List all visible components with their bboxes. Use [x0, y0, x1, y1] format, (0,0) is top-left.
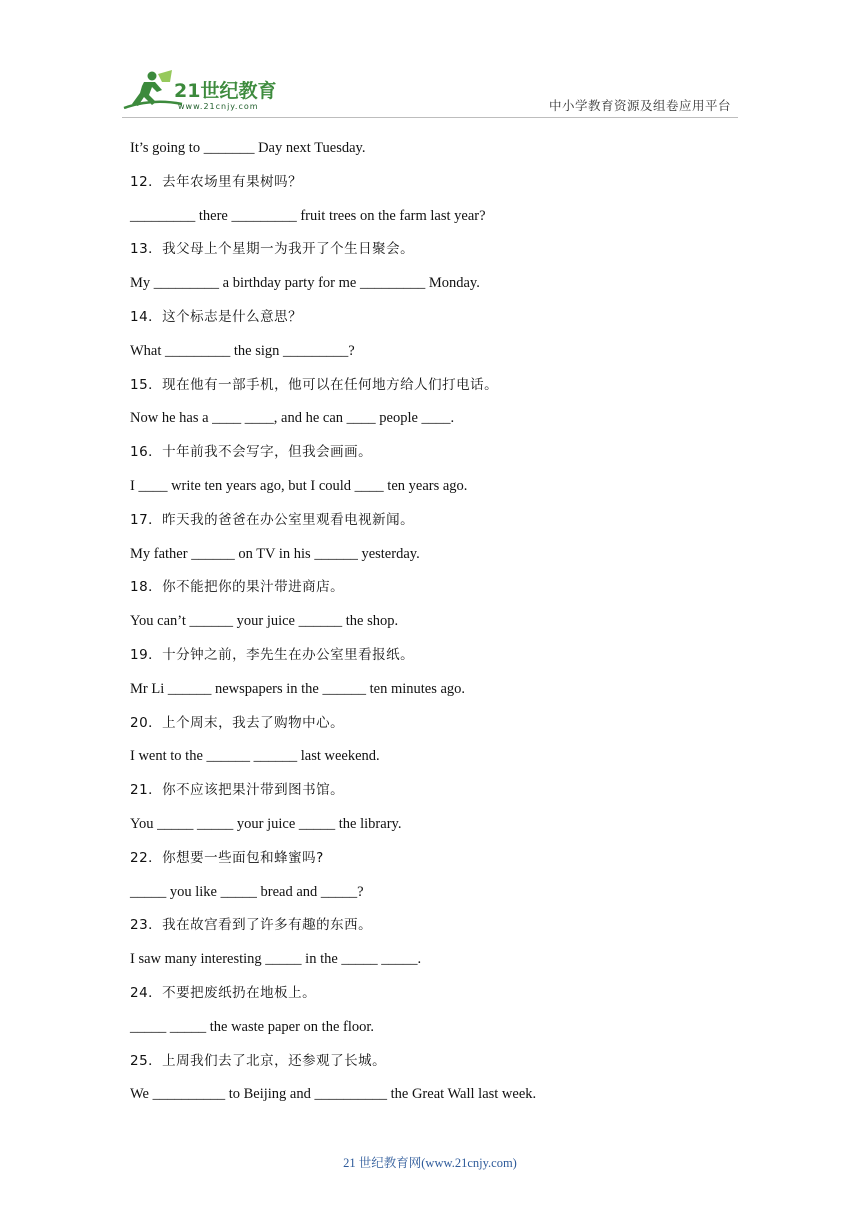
question-prompt: 20．上个周末，我去了购物中心。	[130, 714, 345, 731]
question-prompt: 15．现在他有一部手机，他可以在任何地方给人们打电话。	[130, 376, 499, 393]
exercise-line: We __________ to Beijing and __________ the Great Wall last week.	[130, 1086, 537, 1103]
header-tagline: 中小学教育资源及组卷应用平台	[549, 98, 732, 113]
question-prompt: 12．去年农场里有果树吗？	[130, 173, 303, 190]
exercise-line: Now he has a ____ ____, and he can ____ people ____.	[130, 410, 455, 427]
question-prompt: 14．这个标志是什么意思？	[130, 308, 303, 325]
logo	[122, 68, 292, 114]
exercise-line: What _________ the sign _________?	[130, 342, 355, 359]
question-prompt: 21．你不应该把果汁带到图书馆。	[130, 782, 345, 799]
question-prompt: 17．昨天我的爸爸在办公室里观看电视新闻。	[130, 511, 415, 528]
exercise-line: Mr Li ______ newspapers in the ______ ten minutes ago.	[130, 680, 466, 697]
page-header	[0, 0, 860, 125]
exercise-line: I saw many interesting _____ in the _____ _____.	[130, 951, 422, 968]
exercise-line: I went to the ______ ______ last weekend.	[130, 748, 380, 765]
question-prompt: 13．我父母上个星期一为我开了个生日聚会。	[130, 241, 415, 258]
question-prompt: 19．十分钟之前，李先生在办公室里看报纸。	[130, 646, 415, 663]
exercise-line: You _____ _____ your juice _____ the library.	[130, 815, 402, 832]
question-prompt: 18．你不能把你的果汁带进商店。	[130, 579, 345, 596]
exercise-line: My father ______ on TV in his ______ yesterday.	[130, 545, 420, 562]
exercise-line: _________ there _________ fruit trees on the farm last year?	[130, 207, 486, 224]
question-prompt: 24．不要把废纸扔在地板上。	[130, 984, 317, 1001]
header-divider	[122, 117, 738, 118]
logo-text: 21世纪教育	[174, 80, 277, 102]
exercise-line: _____ you like _____ bread and _____?	[130, 883, 364, 900]
logo-url: www.21cnjy.com	[178, 102, 259, 111]
exercise-line: I ____ write ten years ago, but I could ____ ten years ago.	[130, 477, 468, 494]
question-prompt: 16．十年前我不会写字，但我会画画。	[130, 444, 373, 461]
question-prompt: 25．上周我们去了北京，还参观了长城。	[130, 1052, 387, 1069]
exercise-content	[130, 138, 750, 1118]
page-footer[interactable]: 21 世纪教育网(www.21cnjy.com)	[343, 1156, 517, 1170]
exercise-line: My _________ a birthday party for me _________ Monday.	[130, 275, 480, 292]
exercise-line: It’s going to _______ Day next Tuesday.	[130, 140, 366, 156]
exercise-line: _____ _____ the waste paper on the floor.	[130, 1018, 375, 1035]
exercise-line: You can’t ______ your juice ______ the shop.	[130, 613, 399, 630]
question-prompt: 23．我在故宫看到了许多有趣的东西。	[130, 917, 373, 934]
question-prompt: 22．你想要一些面包和蜂蜜吗?	[130, 849, 324, 866]
